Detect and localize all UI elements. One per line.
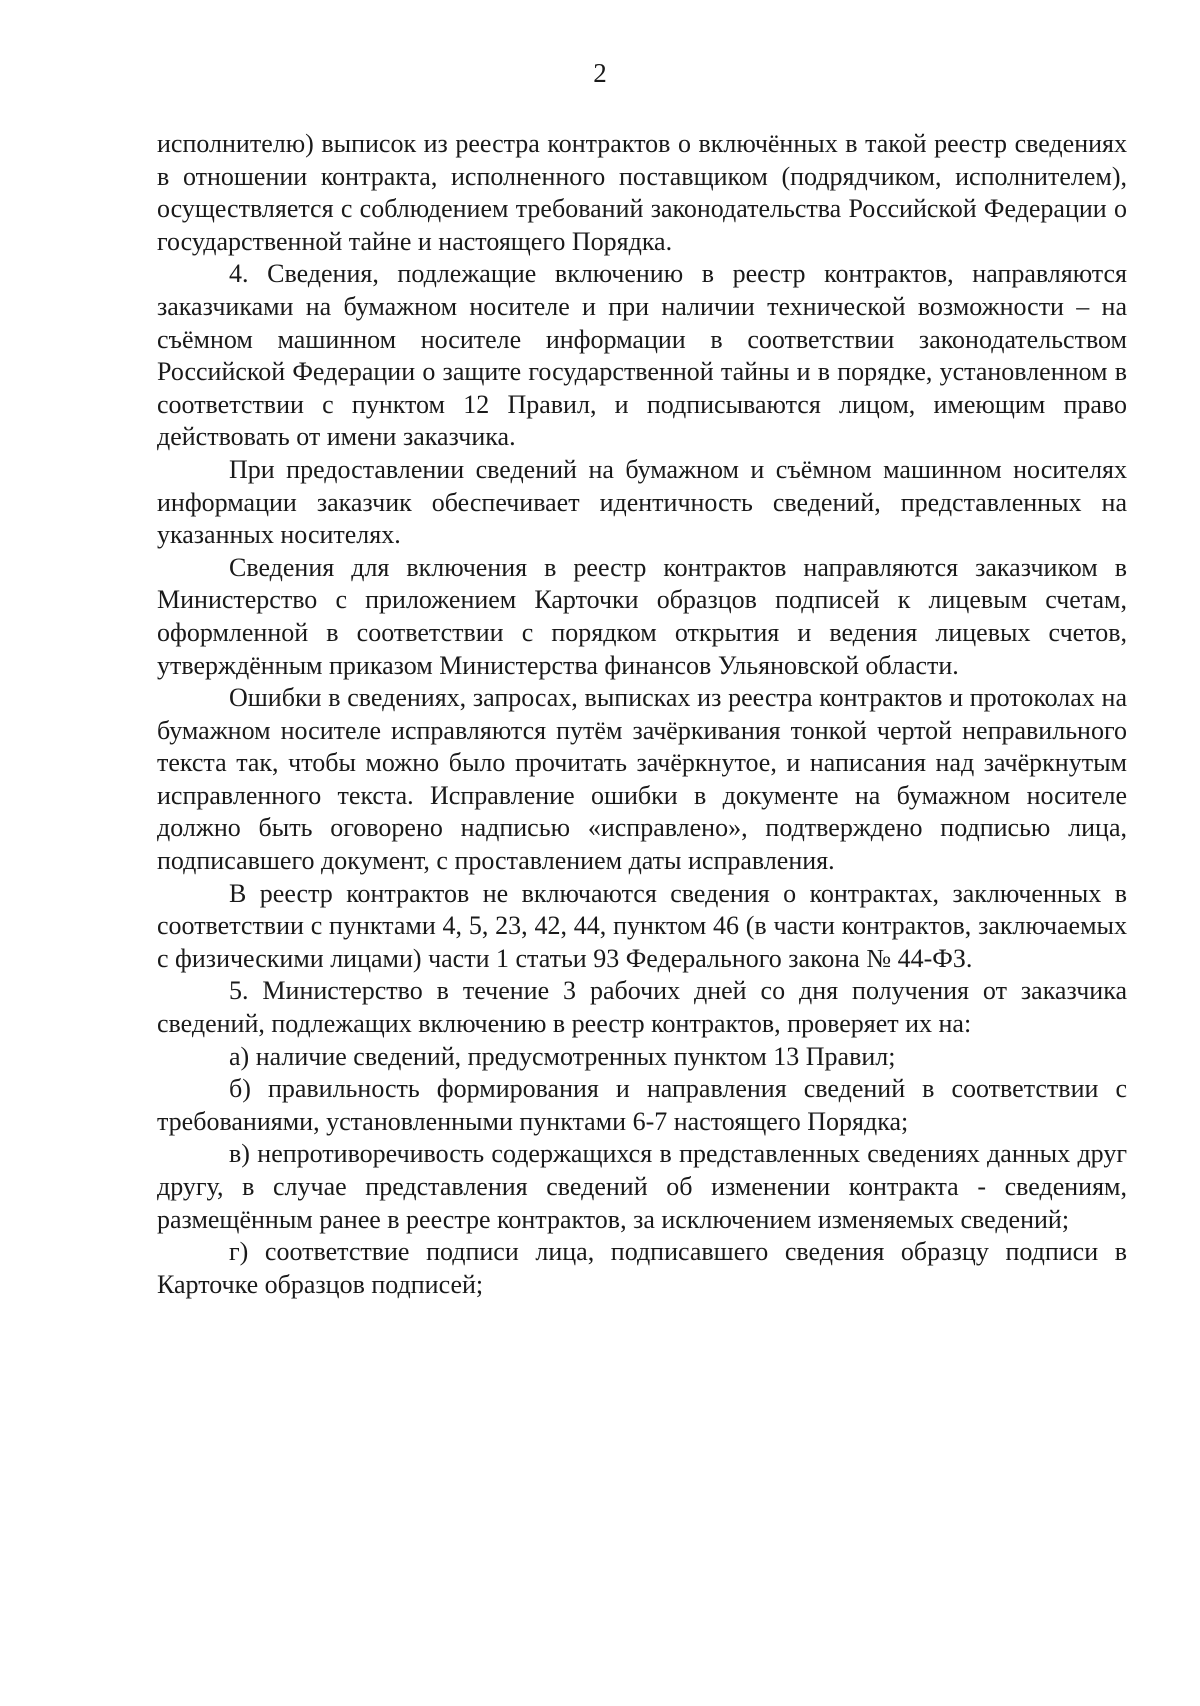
document-body	[157, 128, 1127, 1301]
paragraph-exclusions: В реестр контрактов не включаются сведения о контрактах, заключенных в соответствии с пунктами 4, 5, 23, 42, 44, пунктом 46 (в части контрактов, заключаемых с физическими лицами) части 1 статьи 93 Федерального закона № 44-ФЗ.	[157, 878, 1127, 973]
paragraph-media-identity: При предоставлении сведений на бумажном и съёмном машинном носителях информации заказчик обеспечивает идентичность сведений, представленных на указанных носителях.	[157, 454, 1127, 550]
paragraph-item-4: 4. Сведения, подлежащие включению в реестр контрактов, направляются заказчиками на бумажном носителе и при наличии технической возможности – на съёмном машинном носителе информации в соответствии законодательством Российской Федерации о защите государственной тайны и в порядке, установленном в соответствии с пунктом 12 Правил, и подписываются лицом, имеющим право действовать от имени заказчика.	[157, 259, 1127, 452]
paragraph-error-correction: Ошибки в сведениях, запросах, выписках из реестра контрактов и протоколах на бумажном носителе исправляются путём зачёркивания тонкой чертой неправильного текста так, чтобы можно было прочитать зачёркнутое, и написания над зачёркнутым исправленного текста. Исправление ошибки в документе на бумажном носителе должно быть оговорено надписью «исправлено», подтверждено подписью лица, подписавшего документ, с проставлением даты исправления.	[157, 683, 1127, 876]
list-item-v: в) непротиворечивость содержащихся в представленных сведениях данных друг другу, в случае представления сведений об изменении контракта - сведениям, размещённым ранее в реестре контрактов, за исключением изменяемых сведений;	[157, 1139, 1127, 1234]
list-item-g: г) соответствие подписи лица, подписавшего сведения образцу подписи в Карточке образцов подписей;	[157, 1237, 1127, 1299]
paragraph-signature-card: Сведения для включения в реестр контрактов направляются заказчиком в Министерство с приложением Карточки образцов подписей к лицевым счетам, оформленной в соответствии с порядком открытия и ведения лицевых счетов, утверждённым приказом Министерства финансов Ульяновской области.	[157, 552, 1127, 680]
list-item-b: б) правильность формирования и направления сведений в соответствии с требованиями, установленными пунктами 6-7 настоящего Порядка;	[157, 1074, 1127, 1136]
page-number: 2	[593, 58, 607, 88]
list-item-a: а) наличие сведений, предусмотренных пунктом 13 Правил;	[229, 1041, 896, 1071]
paragraph-item-5: 5. Министерство в течение 3 рабочих дней со дня получения от заказчика сведений, подлежащих включению в реестр контрактов, проверяет их на:	[157, 976, 1127, 1039]
paragraph-continuation: исполнителю) выписок из реестра контрактов о включённых в такой реестр сведениях в отношении контракта, исполненного поставщиком (подрядчиком, исполнителем), осуществляется с соблюдением требований законодательства Российской Федерации о государственной тайне и настоящего Порядка.	[157, 129, 1127, 256]
